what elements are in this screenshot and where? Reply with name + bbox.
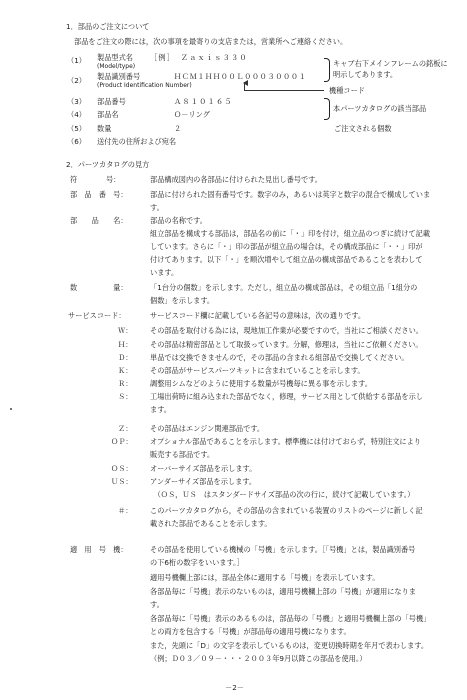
- fugo-text: 部品構成図内の各部品に付けられた見出し番号です。: [150, 175, 322, 184]
- part-name-text-3: しています。さらに「・」印の部品が組立品の場合は，その構成部品に「・・」印が: [150, 242, 423, 251]
- applicable-serial-text-4: 各部品毎に「号機」表示のないものは，適用号機欄上部の「号機」が適用になりま: [150, 587, 416, 596]
- applicable-serial-text-3: 適用号機欄上部には，部品全体に適用する「号機」を表示しています。: [150, 573, 380, 582]
- note-nameplate-line2: 明示してあります。: [333, 70, 398, 79]
- part-number-text-2: す。: [150, 203, 164, 212]
- frame-note-bracket: [324, 58, 330, 82]
- code-op: ＯＰ：: [111, 437, 133, 446]
- item-5-label: 数量: [97, 124, 112, 133]
- fugo-label: 符 号：: [70, 175, 121, 184]
- code-h: Ｈ：: [118, 340, 133, 349]
- code-arrow-horizontal: [244, 90, 324, 91]
- code-us-text-1: アンダーサイズ部品を示します。: [150, 477, 257, 486]
- part-name-text-4: 付けてあります。以下「・」を順次増やして組立品の構成部品であることを表わして: [150, 255, 423, 264]
- code-op-text-2: 販売する部品です。: [150, 450, 215, 459]
- part-number-label: 部 品 番 号：: [70, 190, 128, 199]
- code-hash: ＃：: [118, 506, 133, 515]
- item-2-label: 製品識別番号: [97, 72, 141, 81]
- code-us-text-2: （ＯＳ，ＵＳ はスタンダードサイズ部品の次の行に，続けて記載しています。）: [150, 490, 415, 499]
- code-s: Ｓ：: [118, 392, 133, 401]
- item-2-sublabel: (Product Identification Number): [97, 82, 192, 89]
- quantity-label: 数 量：: [70, 283, 128, 292]
- code-s-text-1: 工場出荷時に組み込まれた部品でなく，修理，サービス用として供給する部品を示し: [150, 392, 423, 401]
- item-1-sublabel: (Model/type): [97, 63, 136, 70]
- code-z-text: その部品はエンジン関連部品です。: [150, 424, 265, 433]
- applicable-serial-text-6: 各部品毎に「号機」表示のあるものは，部品毎の「号機」と適用号機欄上部の「号機」: [150, 614, 431, 623]
- code-w-text: その部品を取付ける為には，現地加工作業が必要ですので，当社にご相談ください。: [150, 326, 423, 335]
- code-os: ＯＳ：: [111, 464, 133, 473]
- code-hash-text-1: このパーツカタログから，その部品の含まれている装置のリストのページに新しく記: [150, 506, 423, 515]
- service-code-label: サービスコード：: [68, 311, 126, 320]
- code-d-text: 単品では交換できませんので，その部品の含まれる組部品で交換してください。: [150, 353, 409, 362]
- applicable-serial-text-9: （例；Ｄ０３／０９－・・・２００３年9月以降この部品を使用。）: [150, 654, 367, 663]
- section-1-title: 1．部品のご注文について: [66, 22, 150, 31]
- section-1-intro: 部品をご注文の際には，次の事項を最寄りの支店または，営業所へご連絡ください。: [74, 37, 348, 46]
- item-3-example: Ａ８１０１６５: [174, 97, 233, 106]
- item-5-number: （5）: [67, 124, 86, 133]
- code-os-text: オーバーサイズ部品を示します。: [150, 464, 257, 473]
- item-4-number: （4）: [67, 110, 86, 119]
- applicable-serial-text-5: す。: [150, 600, 164, 609]
- code-w: Ｗ：: [118, 326, 133, 335]
- applicable-serial-text-2: の下6桁の数字をいいます。］: [150, 558, 244, 567]
- item-2-example: ＨＣＭ１ＨＨ００Ｌ０００３０００１: [174, 72, 307, 81]
- applicable-serial-label: 適 用 号 機：: [70, 545, 128, 554]
- item-4-label: 部品名: [97, 110, 119, 119]
- item-2-number: （2）: [67, 76, 86, 85]
- applicable-serial-text-7: との両方を包含する「号機」が部品毎の適用号機になります。: [150, 627, 351, 636]
- item-3-number: （3）: [67, 97, 86, 106]
- section-2-title: 2．パーツカタログの見方: [66, 160, 150, 169]
- note-nameplate-line1: キャブ右下メインフレームの銘板に: [333, 59, 448, 68]
- code-arrow-line: [244, 82, 245, 90]
- code-r-text: 調整用シムなどのように使用する数量が号機毎に異る事を示します。: [150, 379, 372, 388]
- item-5-example: ２: [174, 124, 182, 133]
- part-name-text-5: います。: [150, 268, 179, 277]
- applicable-serial-text-8: また，先頭に「D」の文字を表示しているものは，変更切換時期を年月で表わします。: [150, 641, 429, 650]
- code-op-text-1: オプショナル部品であることを示します。標準機には付けておらず，特別注文により: [150, 437, 421, 446]
- part-name-text-1: 部品の名称です。: [150, 216, 207, 225]
- item-1-example: ［例］ Ｚａｘｉｓ３３０: [150, 53, 248, 62]
- code-r: Ｒ：: [118, 379, 133, 388]
- note-model-code: 機種コード: [329, 86, 365, 95]
- note-order-qty: ご注文される個数: [334, 124, 392, 133]
- item-6-number: （6）: [67, 137, 86, 146]
- part-number-text-1: 部品に付けられた固有番号です。数字のみ，あるいは英字と数字の混合で構成していま: [150, 190, 431, 199]
- code-s-text-2: ます。: [150, 405, 171, 414]
- code-hash-text-2: 載された部品であることを示します。: [150, 519, 272, 528]
- catalog-note-bracket: [324, 98, 330, 120]
- quantity-text-1: 「1台分の個数」を示します。ただし，組立品の構成部品は，その組立品「1組分の: [150, 283, 418, 292]
- applicable-serial-text-1: その部品を使用している機械の「号機」を示します。［「号機」とは，製品識別番号: [150, 545, 416, 554]
- scan-speck: [10, 408, 12, 410]
- item-4-example: Ｏ－リング: [174, 110, 210, 119]
- part-name-text-2: 組立部品を構成する部品は，部品名の前に「・」印を付け，組立品のつぎに続けて記載: [150, 229, 431, 238]
- item-3-label: 部品番号: [97, 97, 126, 106]
- item-1-number: （1）: [67, 56, 86, 65]
- code-z: Ｚ：: [118, 424, 133, 433]
- quantity-text-2: 個数」を示します。: [150, 296, 215, 305]
- part-name-label: 部 品 名：: [70, 216, 128, 225]
- code-k: Ｋ：: [118, 366, 133, 375]
- page-number: －2－: [225, 683, 244, 692]
- code-us: ＵＳ：: [111, 477, 133, 486]
- item-6-label: 送付先の住所および宛名: [97, 137, 177, 146]
- code-d: Ｄ：: [118, 353, 133, 362]
- note-catalog-part: 本パーツカタログの該当部品: [333, 104, 427, 113]
- code-k-text: その部品がサービスパーツキットに含まれていることを示します。: [150, 366, 365, 375]
- code-h-text: その部品は精密部品として取扱っています。分解，修理は，当社にご依頼ください。: [150, 340, 423, 349]
- service-code-intro: サービスコード欄に記載している各記号の意味は，次の通りです。: [150, 311, 366, 320]
- item-1-label: 製品型式名: [97, 53, 133, 62]
